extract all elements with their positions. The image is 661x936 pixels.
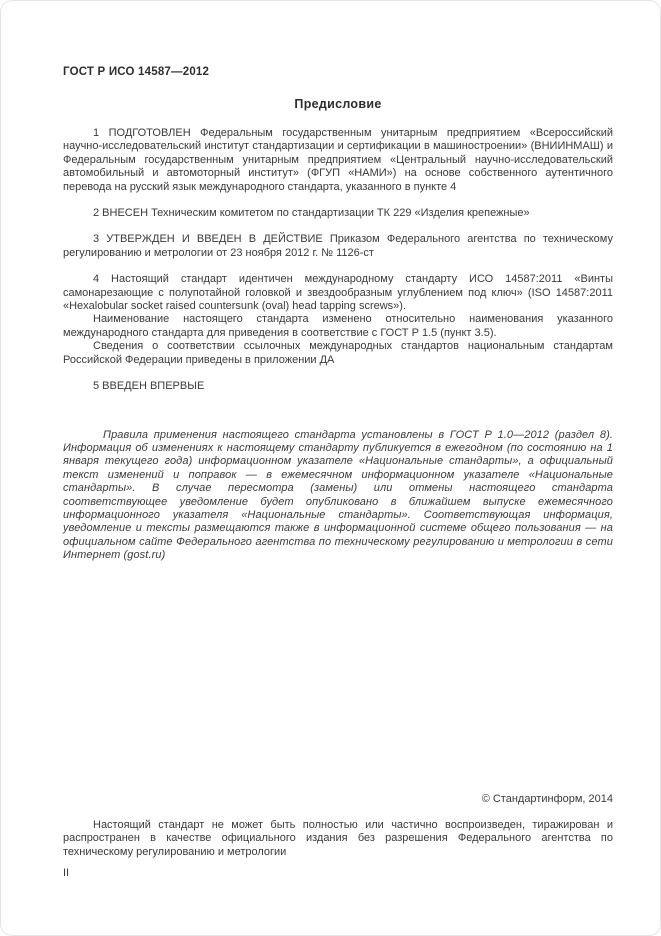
- page-content: [1, 65, 660, 881]
- clause-2-submitted: 2 ВНЕСЕН Техническим комитетом по стандартизации ТК 229 «Изделия крепежные»: [93, 207, 530, 220]
- copyright-line: © Стандартинформ, 2014: [481, 792, 613, 805]
- reproduction-restriction-note: Настоящий стандарт не может быть полностью или частично воспроизведен, тиражирован и распространен в качестве официального издания без разрешения Федерального агентства по техническому регулированию и метрологии: [63, 818, 613, 858]
- clause-4-name-note: Наименование настоящего стандарта изменено относительно наименования указанного международного стандарта для приведения в соответствие с ГОСТ Р 1.5 (пункт 3.5).: [63, 313, 613, 339]
- clause-1-prepared: 1 ПОДГОТОВЛЕН Федеральным государственным унитарным предприятием «Всероссийский научно-исследовательский институт стандартизации и сертификации в машиностроении» (ВНИИНМАШ) и Федеральным государственным унитарным предприятием «Центральный научно-исследовательский автомобильный и автомоторный институт» (ФГУП «НАМИ») на основе собственного аутентичного перевода на русский язык международного стандарта, указанного в пункте 4: [63, 127, 613, 193]
- clause-4-references-note: Сведения о соответствии ссылочных международных стандартов национальным стандартам Российской Федерации приведены в приложении ДА: [63, 340, 613, 366]
- standard-code: ГОСТ Р ИСО 14587—2012: [63, 66, 210, 78]
- clause-5-first-introduced: 5 ВВЕДЕН ВПЕРВЫЕ: [93, 380, 205, 393]
- application-rules-note: Правила применения настоящего стандарта установлены в ГОСТ Р 1.0—2012 (раздел 8). Информация об изменениях к настоящему стандарту публикуется в ежегодном (по состоянию на 1 января текущего года) информационном указателе «Национальные стандарты», а официальный текст изменений и поправок — в ежемесячном информационном указателе «Национальные стандарты». В случае пересмотра (замены) или отмены настоящего стандарта соответствующее уведомление будет опубликовано в ближайшем выпуске ежемесячного информационного указателя «Национальные стандарты». Соответствующая информация, уведомление и тексты размещаются также в информационной системе общего пользования — на официальном сайте Федерального агентства по техническому регулированию и метрологии в сети Интернет (gost.ru): [63, 428, 613, 562]
- clause-4-identity: 4 Настоящий стандарт идентичен международному стандарту ИСО 14587:2011 «Винты самонарезающие с полупотайной головкой и звездообразным углублением под ключ» (ISO 14587:2011 «Hexalobular socket raised countersunk (oval) head tapping screws»).: [63, 273, 613, 313]
- clause-3-approved: 3 УТВЕРЖДЕН И ВВЕДЕН В ДЕЙСТВИЕ Приказом Федерального агентства по техническому регулированию и метрологии от 23 ноября 2012 г. № 1126-ст: [63, 233, 613, 259]
- page-title: Предисловие: [294, 97, 382, 111]
- page-number: II: [63, 867, 70, 880]
